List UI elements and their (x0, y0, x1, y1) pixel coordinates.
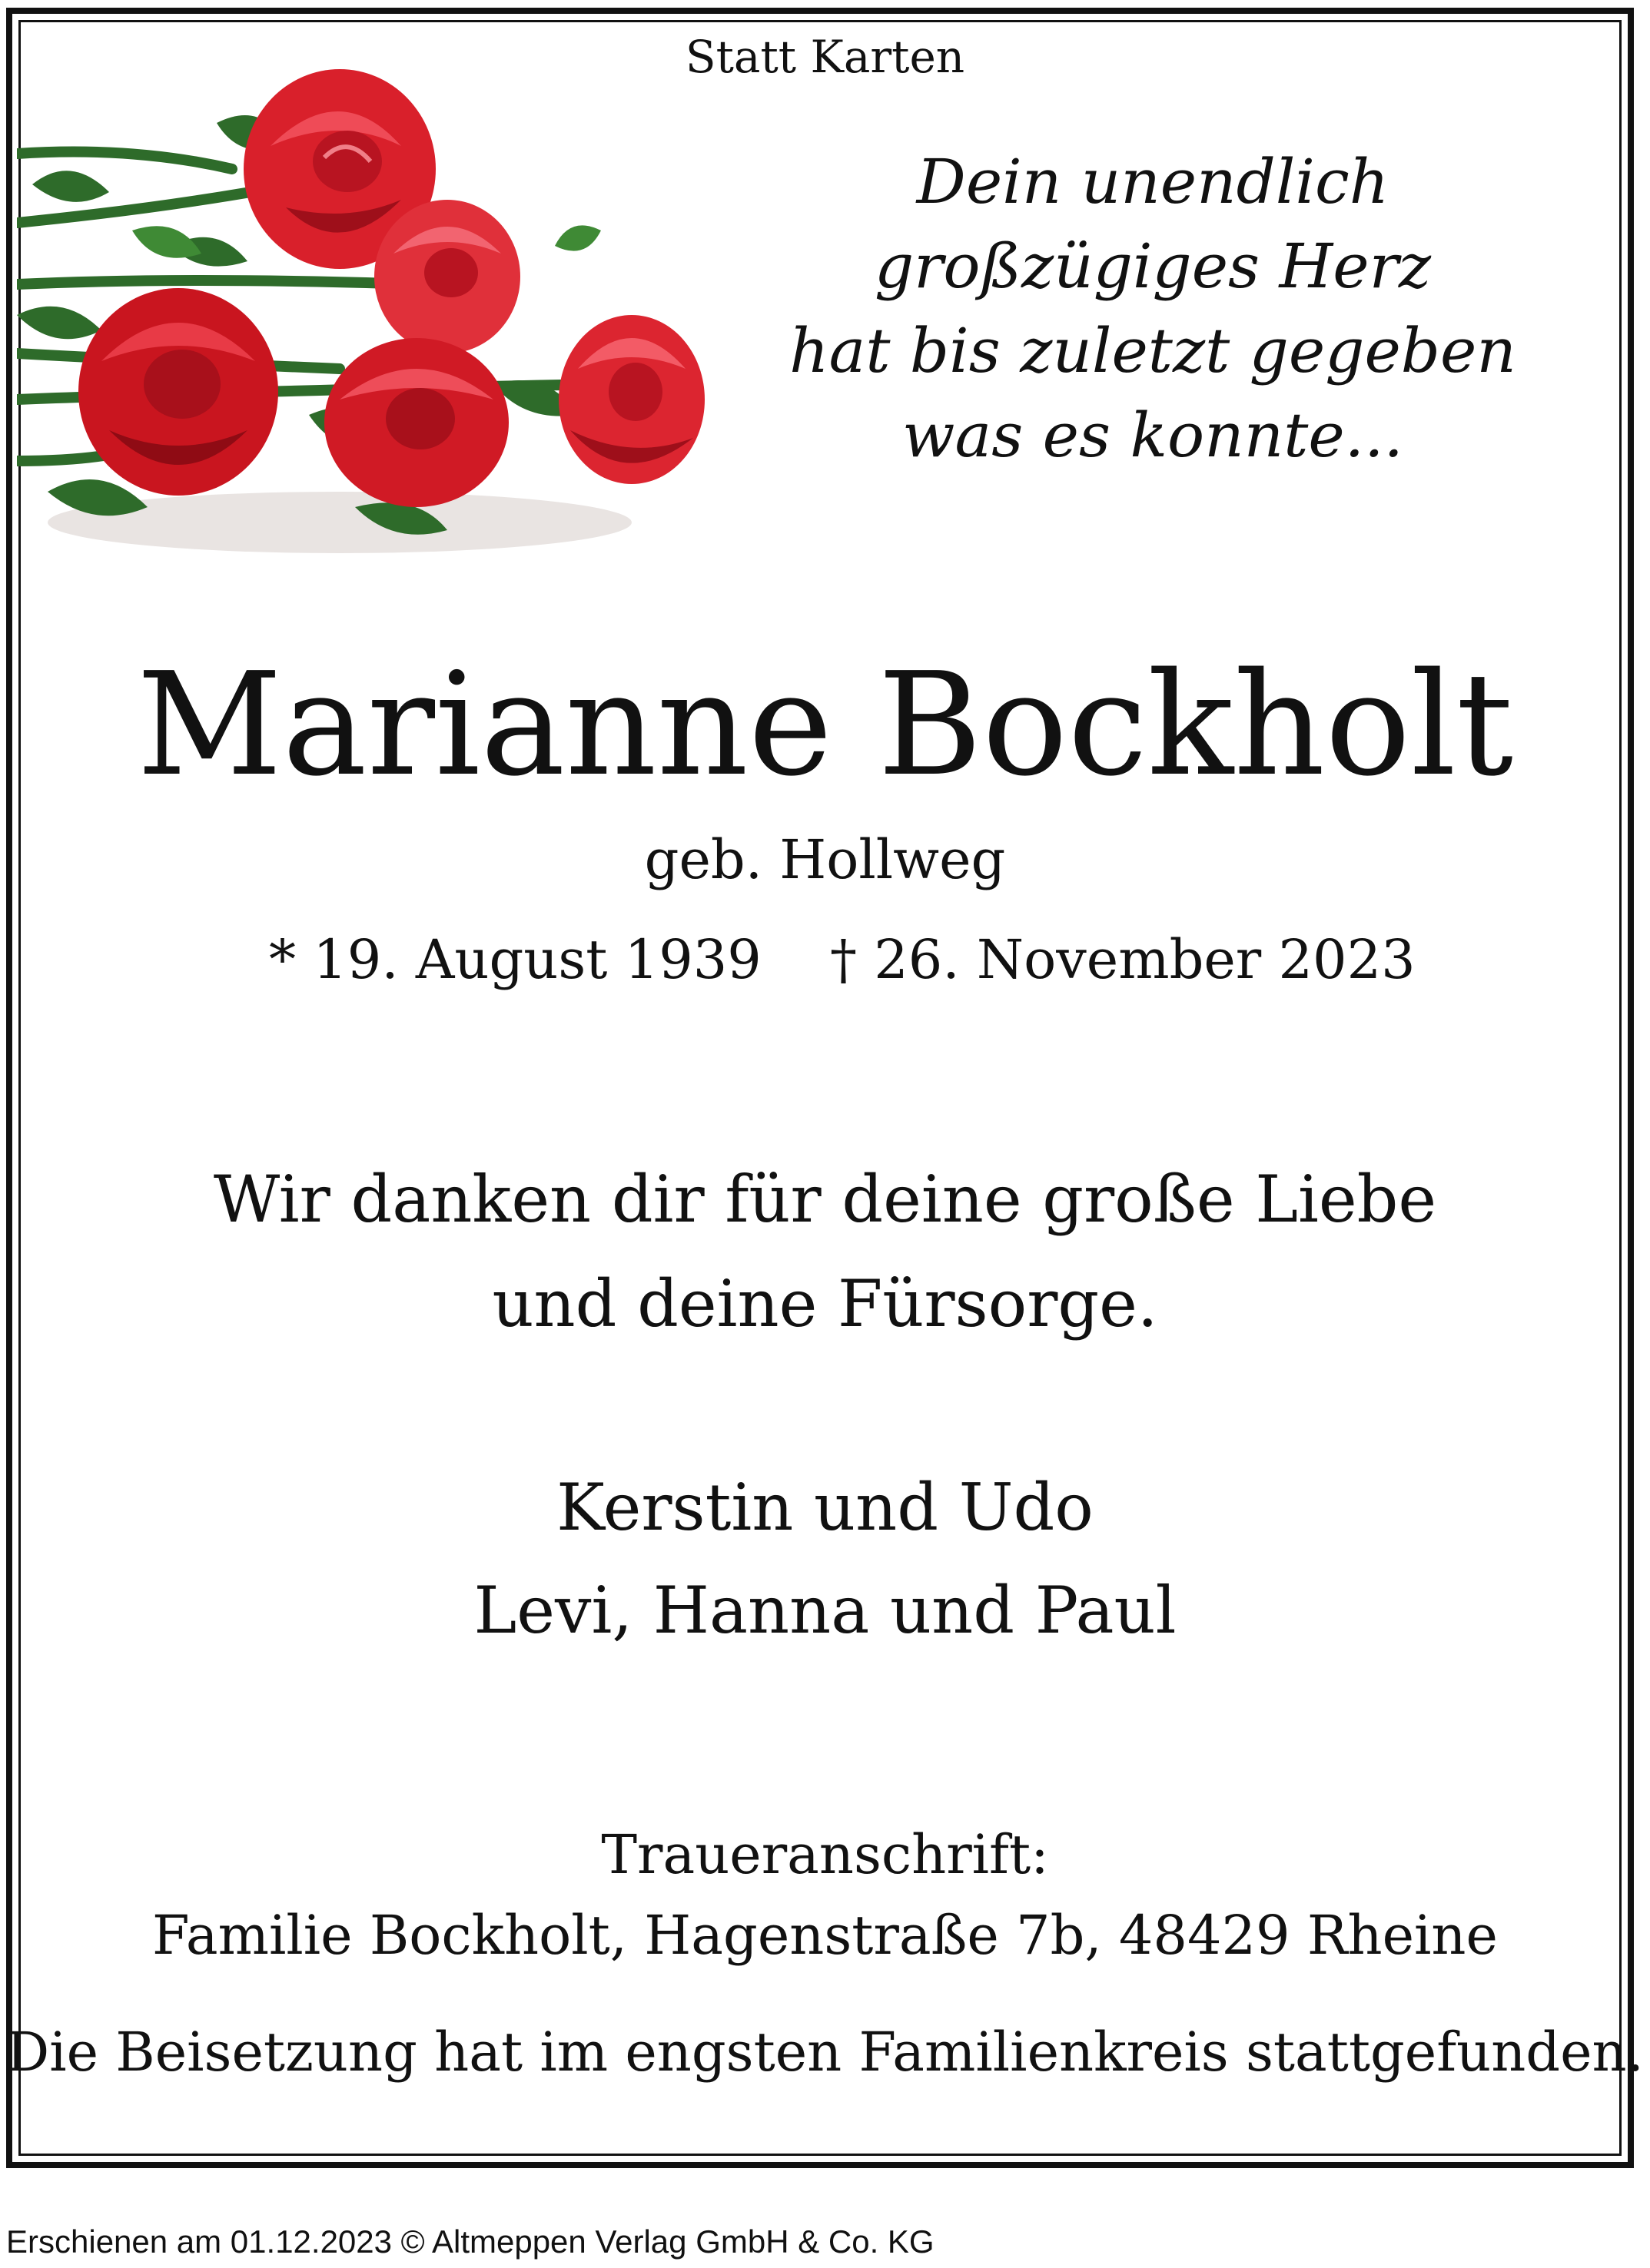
family-line-1: Kerstin und Udo (556, 1470, 1094, 1545)
birth-date: * 19. August 1939 (269, 928, 762, 991)
red-roses-image (17, 31, 709, 569)
poem-line-3: hat bis zuletzt gegeben (789, 315, 1516, 386)
birth-name: geb. Hollweg (644, 828, 1006, 891)
poem-line-2: großzügiges Herz (874, 230, 1432, 302)
thanks-line-2: und deine Fürsorge. (492, 1266, 1158, 1341)
family-line-2: Levi, Hanna und Paul (473, 1573, 1177, 1648)
poem-line-1: Dein unendlich (916, 146, 1389, 217)
burial-note: Die Beisetzung hat im engsten Familienkreis stattgefunden. (6, 2021, 1644, 2084)
deceased-name: Marianne Bockholt (136, 642, 1514, 807)
address: Familie Bockholt, Hagenstraße 7b, 48429 Rheine (152, 1904, 1498, 1967)
poem-line-4: was es konnte... (902, 400, 1403, 471)
publication-footer: Erschienen am 01.12.2023 © Altmeppen Verlag GmbH & Co. KG (6, 2223, 935, 2260)
thanks-line-1: Wir danken dir für deine große Liebe (213, 1162, 1437, 1237)
address-label: Traueranschrift: (601, 1823, 1049, 1886)
header-statt-karten: Statt Karten (685, 31, 965, 83)
death-date: † 26. November 2023 (830, 928, 1416, 991)
